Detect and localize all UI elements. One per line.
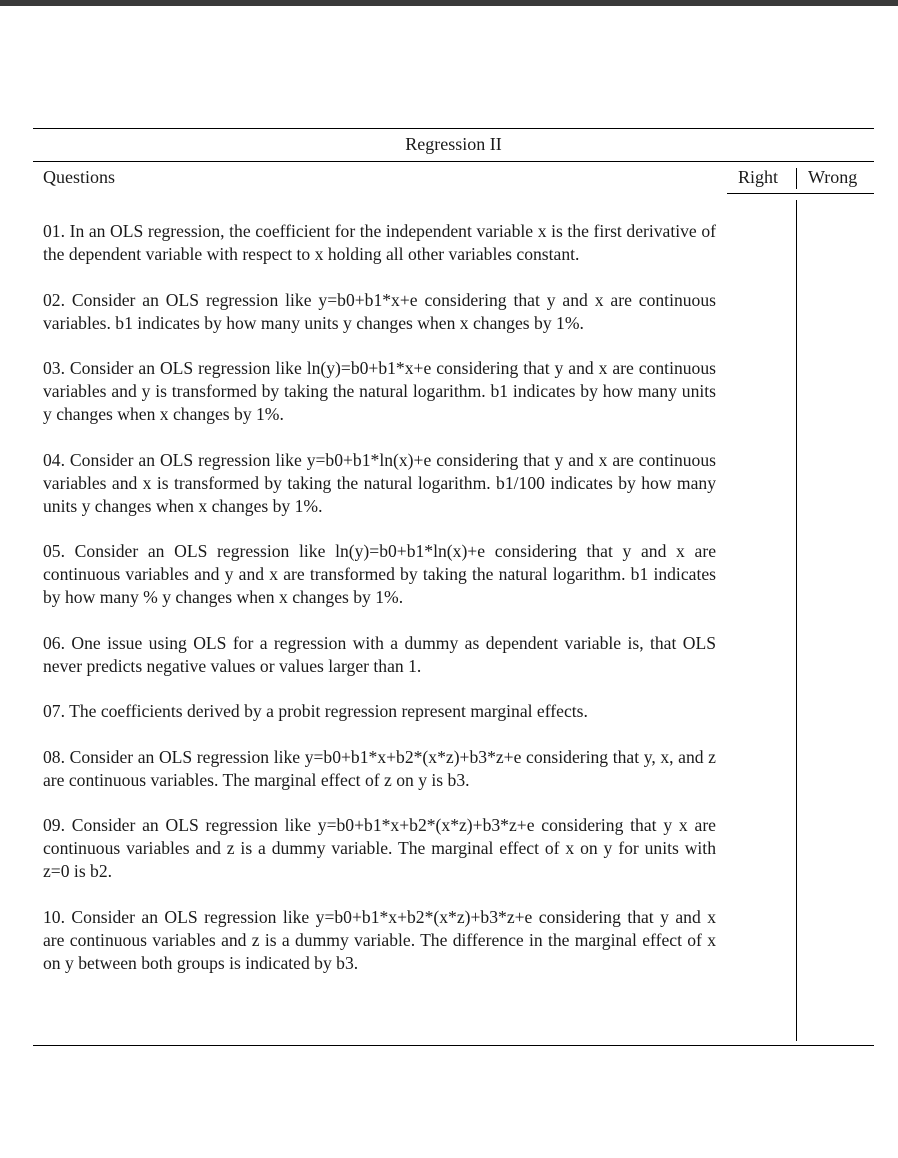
question-05: 05. Consider an OLS regression like ln(y)=b0+b1*ln(x)+e considering that y and x are continuous variables and y and x are transformed by taking the natural logarithm. b1 indicates by how many % y changes when x changes by 1%. (43, 541, 716, 607)
question-06: 06. One issue using OLS for a regression with a dummy as dependent variable is, that OLS never predicts negative values or values larger than 1. (43, 632, 716, 676)
question-09: 09. Consider an OLS regression like y=b0+b1*x+b2*(x*z)+b3*z+e considering that y x are continuous variables and z is a dummy variable. The marginal effect of x on y for units with z=0 is b2. (43, 815, 716, 881)
right-column-header: Right (738, 167, 779, 187)
question-02: 02. Consider an OLS regression like y=b0+b1*x+e considering that y and x are continuous variables. b1 indicates by how many units y changes when x changes by 1%. (43, 289, 716, 333)
question-01: 01. In an OLS regression, the coefficient for the independent variable x is the first derivative of the dependent variable with respect to x holding all other variables constant. (43, 221, 716, 264)
question-07: 07. The coefficients derived by a probit regression represent marginal effects. (43, 701, 588, 721)
table-title: Regression II (405, 134, 502, 154)
header-column-separator (796, 168, 797, 189)
question-10: 10. Consider an OLS regression like y=b0+b1*x+b2*(x*z)+b3*z+e considering that y and x are continuous variables and z is a dummy variable. The difference in the marginal effect of x on y between both groups is indicated by b3. (43, 906, 716, 973)
question-list (43, 220, 716, 997)
answer-column-separator (796, 200, 797, 1041)
question-04: 04. Consider an OLS regression like y=b0+b1*ln(x)+e considering that y and x are continuous variables and x is transformed by taking the natural logarithm. b1/100 indicates by how many units y changes when x changes by 1%. (43, 449, 716, 516)
window-top-bar (0, 0, 898, 6)
answer-columns-header-rule (727, 193, 874, 194)
table-top-rule (33, 128, 874, 129)
wrong-column-header: Wrong (808, 167, 858, 187)
title-underline-rule (33, 161, 874, 162)
table-bottom-rule (33, 1045, 874, 1046)
questions-column-header: Questions (43, 167, 115, 187)
question-08: 08. Consider an OLS regression like y=b0+b1*x+b2*(x*z)+b3*z+e considering that y, x, and z are continuous variables. The marginal effect of z on y is b3. (43, 746, 716, 790)
question-03: 03. Consider an OLS regression like ln(y)=b0+b1*x+e considering that y and x are continuous variables and y is transformed by taking the natural logarithm. b1 indicates by how many units y changes when x changes by 1%. (43, 358, 716, 424)
